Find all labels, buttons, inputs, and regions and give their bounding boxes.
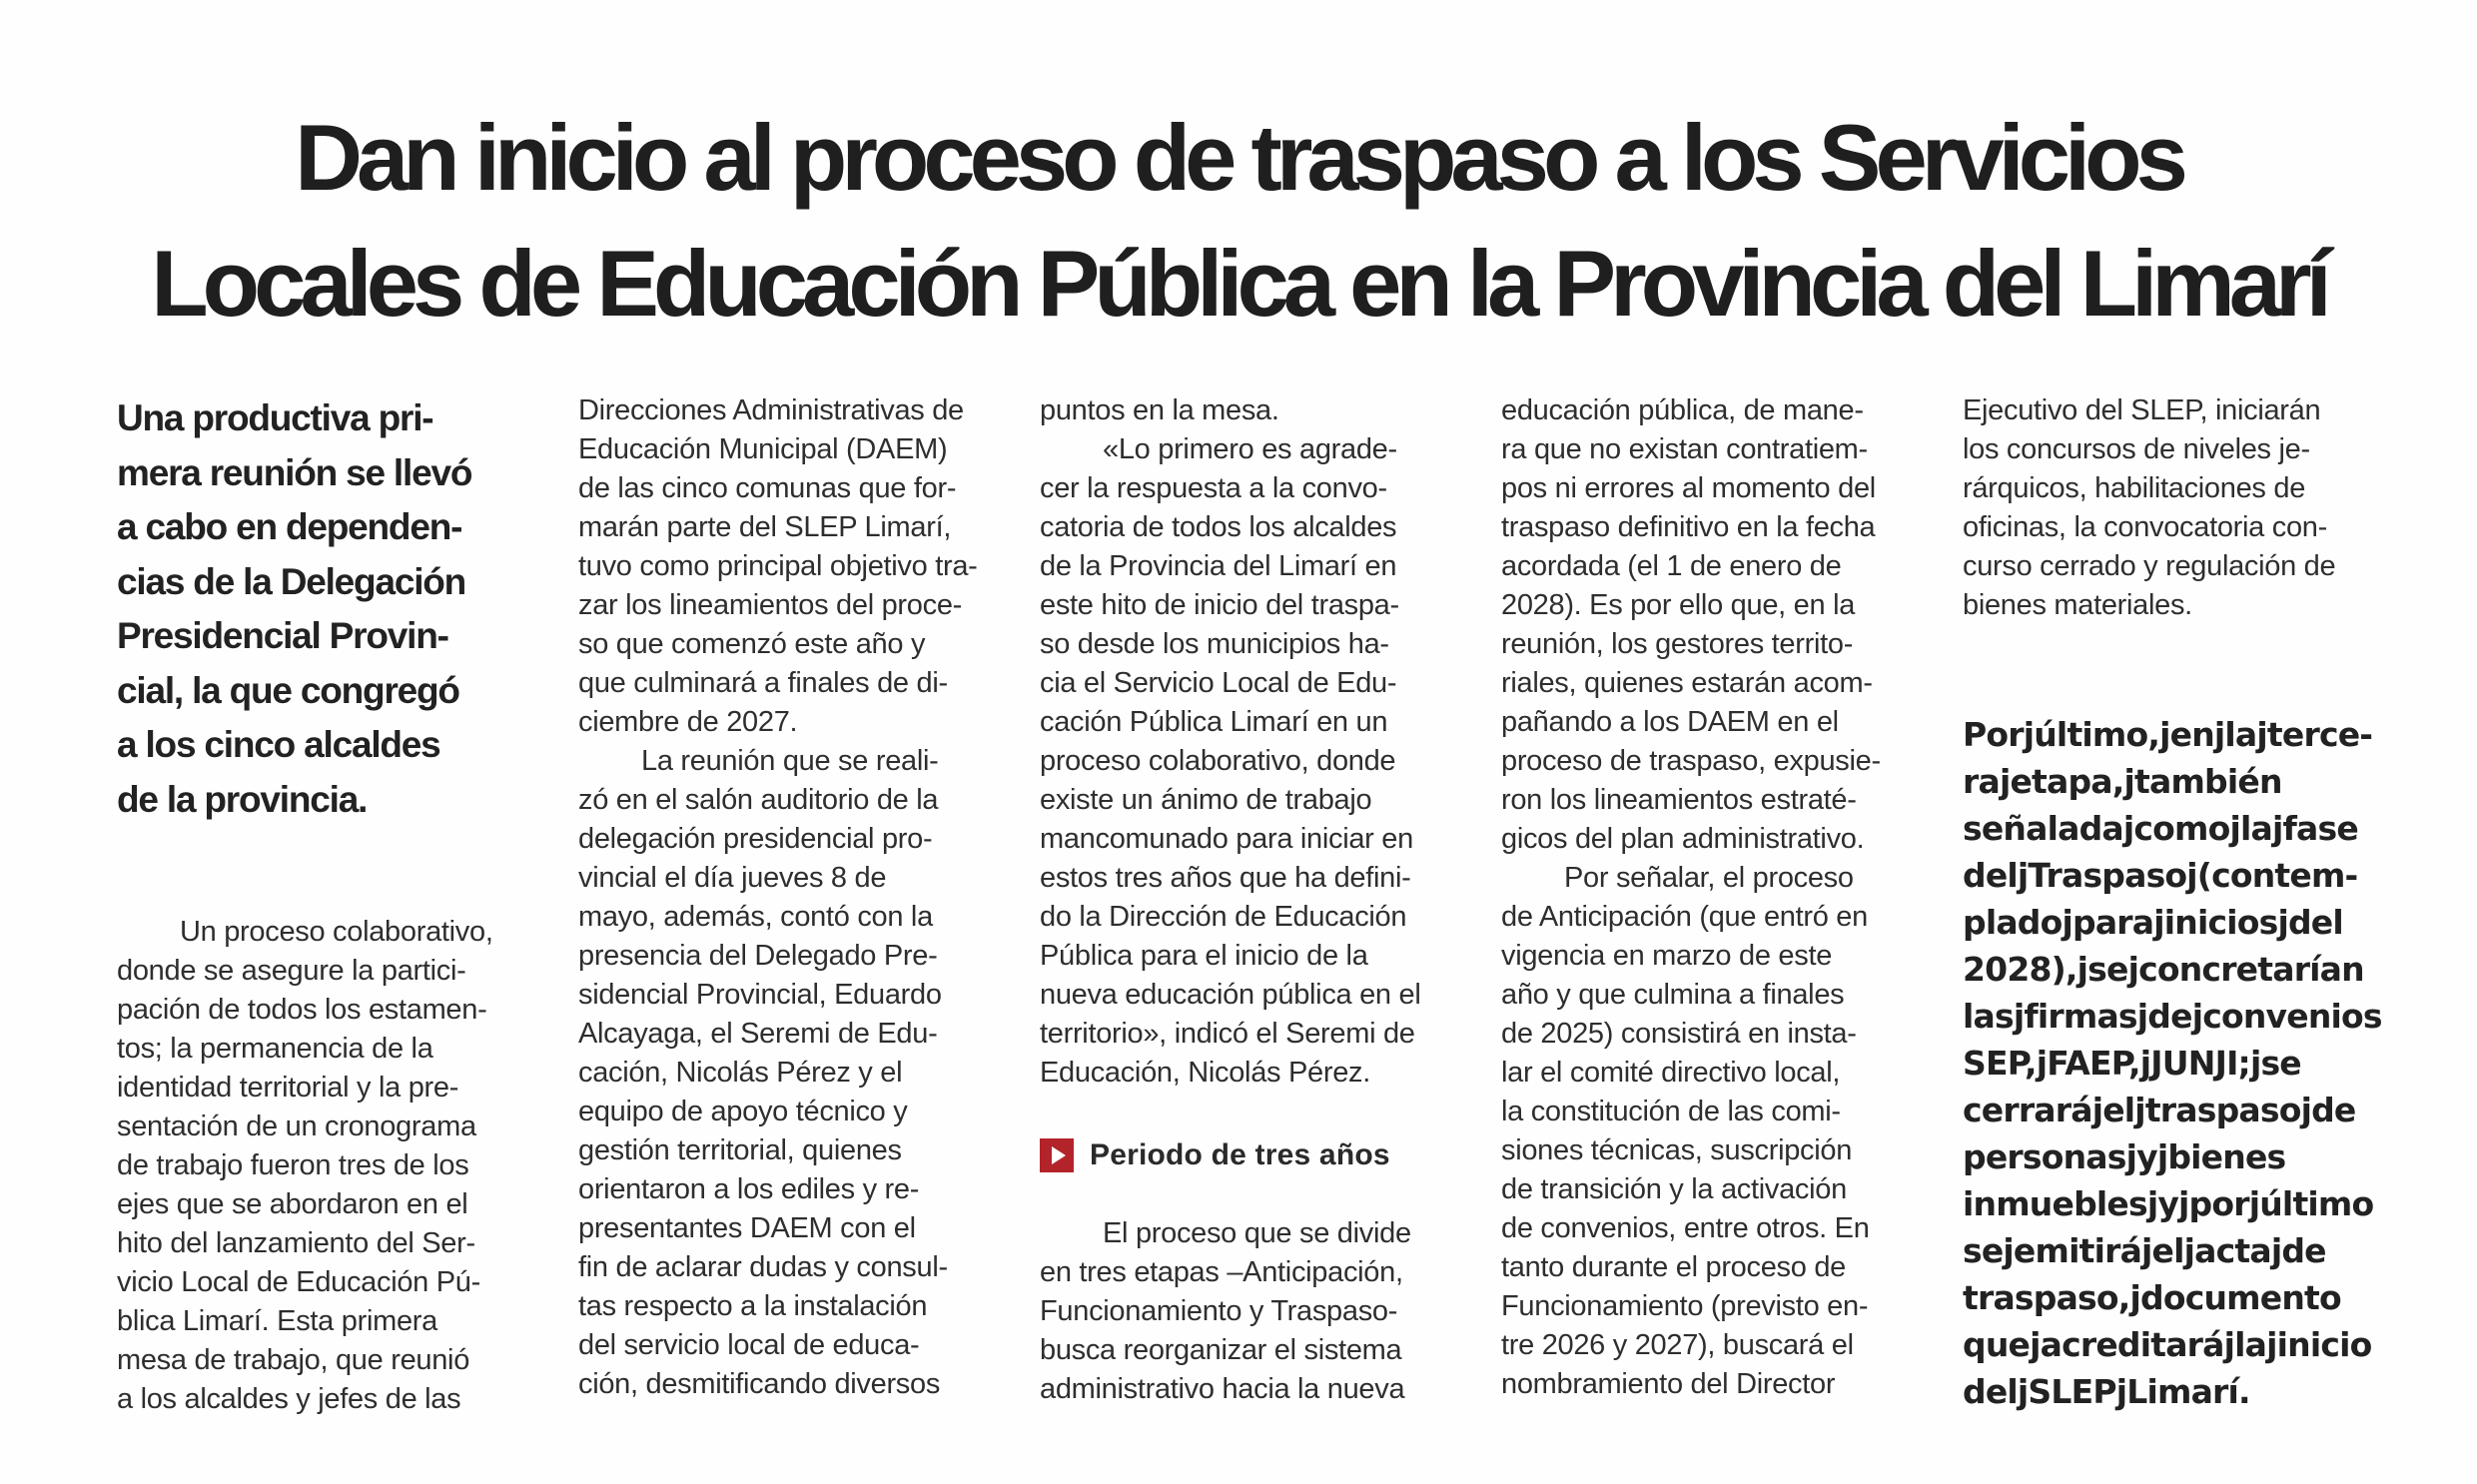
text-line: vigencia en marzo de este xyxy=(1501,940,1833,972)
column-2 xyxy=(578,391,978,1404)
text-line: Ejecutivo del SLEP, iniciarán xyxy=(1963,394,2321,426)
text-line: oficinas, la convocatoria con- xyxy=(1963,511,2327,543)
text-line: curso cerrado y regulación de xyxy=(1963,550,2336,582)
column-5 xyxy=(1963,391,2382,1415)
highlight-line: traspaso,jdocumento xyxy=(1963,1278,2341,1317)
spacer xyxy=(1963,625,2372,711)
text-line: busca reorganizar el sistema xyxy=(1040,1334,1402,1366)
text-line: tanto durante el proceso de xyxy=(1501,1251,1846,1283)
text-line: de transición y la activación xyxy=(1501,1173,1847,1205)
headline-line-1: Dan inicio al proceso de traspaso a los Servicios xyxy=(295,105,2182,210)
text-line: tuvo como principal objetivo tra- xyxy=(578,550,978,582)
text-line: ra que no existan contratiem- xyxy=(1501,433,1868,465)
text-line: proceso colaborativo, donde xyxy=(1040,745,1396,777)
text-line: en tres etapas –Anticipación, xyxy=(1040,1256,1403,1288)
text-line: estos tres años que ha defini- xyxy=(1040,862,1411,894)
body-paragraph xyxy=(1501,859,1901,1404)
section-subhead xyxy=(1040,1138,1439,1172)
text-line: ejes que se abordaron en el xyxy=(117,1188,468,1220)
subhead-label: Periodo de tres años xyxy=(1090,1138,1390,1171)
text-line: los concursos de niveles je- xyxy=(1963,433,2310,465)
lead-line: de la provincia. xyxy=(117,778,368,820)
text-line: ron los lineamientos estraté- xyxy=(1501,784,1857,816)
text-line: de Anticipación (que entró en xyxy=(1501,901,1868,933)
lead-paragraph xyxy=(117,391,516,827)
text-line: reunión, los gestores territo- xyxy=(1501,628,1854,660)
text-line: ción, desmitificando diversos xyxy=(578,1368,941,1400)
text-line: so que comenzó este año y xyxy=(578,628,926,660)
text-line: de convenios, entre otros. En xyxy=(1501,1212,1870,1244)
text-line: delegación presidencial pro- xyxy=(578,823,933,855)
text-line: Educación Municipal (DAEM) xyxy=(578,433,948,465)
text-line: siones técnicas, suscripción xyxy=(1501,1134,1853,1166)
text-line: administrativo hacia la nueva xyxy=(1040,1373,1405,1405)
quote-paragraph xyxy=(1040,430,1439,1093)
text-line: cación Pública Limarí en un xyxy=(1040,706,1388,738)
text-line: presentantes DAEM con el xyxy=(578,1212,916,1244)
text-line: ciembre de 2027. xyxy=(578,706,798,738)
lead-line: a cabo en dependen- xyxy=(117,506,462,547)
text-line: marán parte del SLEP Limarí, xyxy=(578,511,952,543)
highlight-line: Porjúltimo,jenjlajterce- xyxy=(1963,715,2373,754)
text-line: a los alcaldes y jefes de las xyxy=(117,1383,461,1415)
text-line: zar los lineamientos del proce- xyxy=(578,589,962,621)
highlight-line: deljSLEPjLimarí. xyxy=(1963,1372,2250,1411)
text-line: presencia del Delegado Pre- xyxy=(578,940,938,972)
text-line: proceso de traspaso, expusie- xyxy=(1501,745,1881,777)
lead-line: a los cinco alcaldes xyxy=(117,724,440,765)
headline-line-2: Locales de Educación Pública en la Provincia del Limarí xyxy=(151,231,2326,336)
text-line: El proceso que se divide xyxy=(1103,1217,1411,1249)
text-line: «Lo primero es agrade- xyxy=(1103,433,1397,465)
highlight-line: SEP,jFAEP,jJUNJI;jse xyxy=(1963,1044,2301,1083)
text-line: orientaron a los ediles y re- xyxy=(578,1173,920,1205)
text-line: pos ni errores al momento del xyxy=(1501,472,1876,504)
lead-line: cias de la Delegación xyxy=(117,560,466,602)
text-line: gestión territorial, quienes xyxy=(578,1134,902,1166)
text-line: sentación de un cronograma xyxy=(117,1111,476,1142)
text-line: so desde los municipios ha- xyxy=(1040,628,1389,660)
text-line: de las cinco comunas que for- xyxy=(578,472,957,504)
text-line: Funcionamiento y Traspaso- xyxy=(1040,1295,1398,1327)
highlight-line: deljTraspasoj(contem- xyxy=(1963,856,2358,895)
highlight-line: señaladajcomojlajfase xyxy=(1963,809,2358,848)
text-line: equipo de apoyo técnico y xyxy=(578,1096,908,1127)
play-triangle-icon xyxy=(1040,1138,1074,1172)
text-line: Direcciones Administrativas de xyxy=(578,394,964,426)
highlight-line: 2028),jsejconcretarían xyxy=(1963,950,2364,989)
text-line: rárquicos, habilitaciones de xyxy=(1963,472,2306,504)
text-line: sidencial Provincial, Eduardo xyxy=(578,979,942,1011)
column-1 xyxy=(117,391,516,1419)
highlight-line: rajetapa,jtambién xyxy=(1963,762,2282,801)
text-line: Por señalar, el proceso xyxy=(1564,862,1854,894)
column-3 xyxy=(1040,391,1439,1409)
highlight-line: personasjyjbienes xyxy=(1963,1137,2286,1176)
text-line: nueva educación pública en el xyxy=(1040,979,1421,1011)
text-line: Funcionamiento (previsto en- xyxy=(1501,1290,1869,1322)
text-line: la constitución de las comi- xyxy=(1501,1096,1841,1127)
text-line: mesa de trabajo, que reunió xyxy=(117,1344,470,1376)
text-line: donde se asegure la partici- xyxy=(117,955,466,987)
body-paragraph xyxy=(578,742,978,1404)
text-line: traspaso definitivo en la fecha xyxy=(1501,511,1876,543)
text-line: Un proceso colaborativo, xyxy=(180,916,493,948)
text-line: Educación, Nicolás Pérez. xyxy=(1040,1057,1370,1089)
text-line: del servicio local de educa- xyxy=(578,1329,920,1361)
text-line: Pública para el inicio de la xyxy=(1040,940,1368,972)
text-line: existe un ánimo de trabajo xyxy=(1040,784,1372,816)
highlighted-paragraph xyxy=(1963,711,2382,1415)
text-line: vincial el día jueves 8 de xyxy=(578,862,887,894)
text-line: año y que culmina a finales xyxy=(1501,979,1845,1011)
text-line: de la Provincia del Limarí en xyxy=(1040,550,1397,582)
text-line: riales, quienes estarán acom- xyxy=(1501,667,1873,699)
text-line: cia el Servicio Local de Edu- xyxy=(1040,667,1397,699)
text-line: identidad territorial y la pre- xyxy=(117,1072,459,1104)
text-line: hito del lanzamiento del Ser- xyxy=(117,1227,475,1259)
highlight-line: inmueblesjyjporjúltimo xyxy=(1963,1184,2374,1223)
highlight-line: quejacreditarájlajinicio xyxy=(1963,1325,2372,1364)
text-line: catoria de todos los alcaldes xyxy=(1040,511,1397,543)
body-paragraph xyxy=(1040,1214,1439,1409)
text-line: mayo, además, contó con la xyxy=(578,901,933,933)
body-paragraph xyxy=(1501,391,1901,859)
text-line: bienes materiales. xyxy=(1963,589,2192,621)
highlight-line: cerrarájeljtraspasojde xyxy=(1963,1091,2356,1129)
highlight-line: pladojparajiniciosjdel xyxy=(1963,903,2343,942)
text-line: gicos del plan administrativo. xyxy=(1501,823,1865,855)
text-line: vicio Local de Educación Pú- xyxy=(117,1266,480,1298)
text-line: acordada (el 1 de enero de xyxy=(1501,550,1842,582)
text-line: do la Dirección de Educación xyxy=(1040,901,1407,933)
text-line: tos; la permanencia de la xyxy=(117,1033,433,1065)
body-paragraph xyxy=(578,391,978,742)
highlight-line: lasjfirmasjdejconvenios xyxy=(1963,997,2382,1036)
body-paragraph-intro xyxy=(117,913,516,1419)
text-line: nombramiento del Director xyxy=(1501,1368,1836,1400)
text-line: este hito de inicio del traspa- xyxy=(1040,589,1399,621)
lead-line: cial, la que congregó xyxy=(117,669,459,711)
body-paragraph xyxy=(1040,391,1439,430)
lead-line: mera reunión se llevó xyxy=(117,451,472,493)
text-line: puntos en la mesa. xyxy=(1040,394,1279,426)
text-line: La reunión que se reali- xyxy=(641,745,939,777)
body-paragraph xyxy=(1963,391,2372,625)
text-line: fin de aclarar dudas y consul- xyxy=(578,1251,948,1283)
text-line: de 2025) consistirá en insta- xyxy=(1501,1018,1857,1050)
text-line: tas respecto a la instalación xyxy=(578,1290,928,1322)
text-line: educación pública, de mane- xyxy=(1501,394,1864,426)
text-line: de trabajo fueron tres de los xyxy=(117,1149,469,1181)
text-line: cación, Nicolás Pérez y el xyxy=(578,1057,903,1089)
highlight-line: sejemitirájeljactajde xyxy=(1963,1231,2326,1270)
text-line: pañando a los DAEM en el xyxy=(1501,706,1839,738)
text-line: que culminará a finales de di- xyxy=(578,667,948,699)
text-line: mancomunado para iniciar en xyxy=(1040,823,1413,855)
column-4 xyxy=(1501,391,1901,1404)
text-line: 2028). Es por ello que, en la xyxy=(1501,589,1856,621)
spacer xyxy=(117,827,516,913)
text-line: lar el comité directivo local, xyxy=(1501,1057,1841,1089)
text-line: Alcayaga, el Seremi de Edu- xyxy=(578,1018,938,1050)
lead-line: Presidencial Provin- xyxy=(117,615,448,656)
text-line: blica Limarí. Esta primera xyxy=(117,1305,437,1337)
text-line: tre 2026 y 2027), buscará el xyxy=(1501,1329,1854,1361)
text-line: cer la respuesta a la convo- xyxy=(1040,472,1387,504)
text-line: pación de todos los estamen- xyxy=(117,994,487,1026)
lead-line: Una productiva pri- xyxy=(117,397,433,438)
text-line: territorio», indicó el Seremi de xyxy=(1040,1018,1415,1050)
text-line: zó en el salón auditorio de la xyxy=(578,784,939,816)
